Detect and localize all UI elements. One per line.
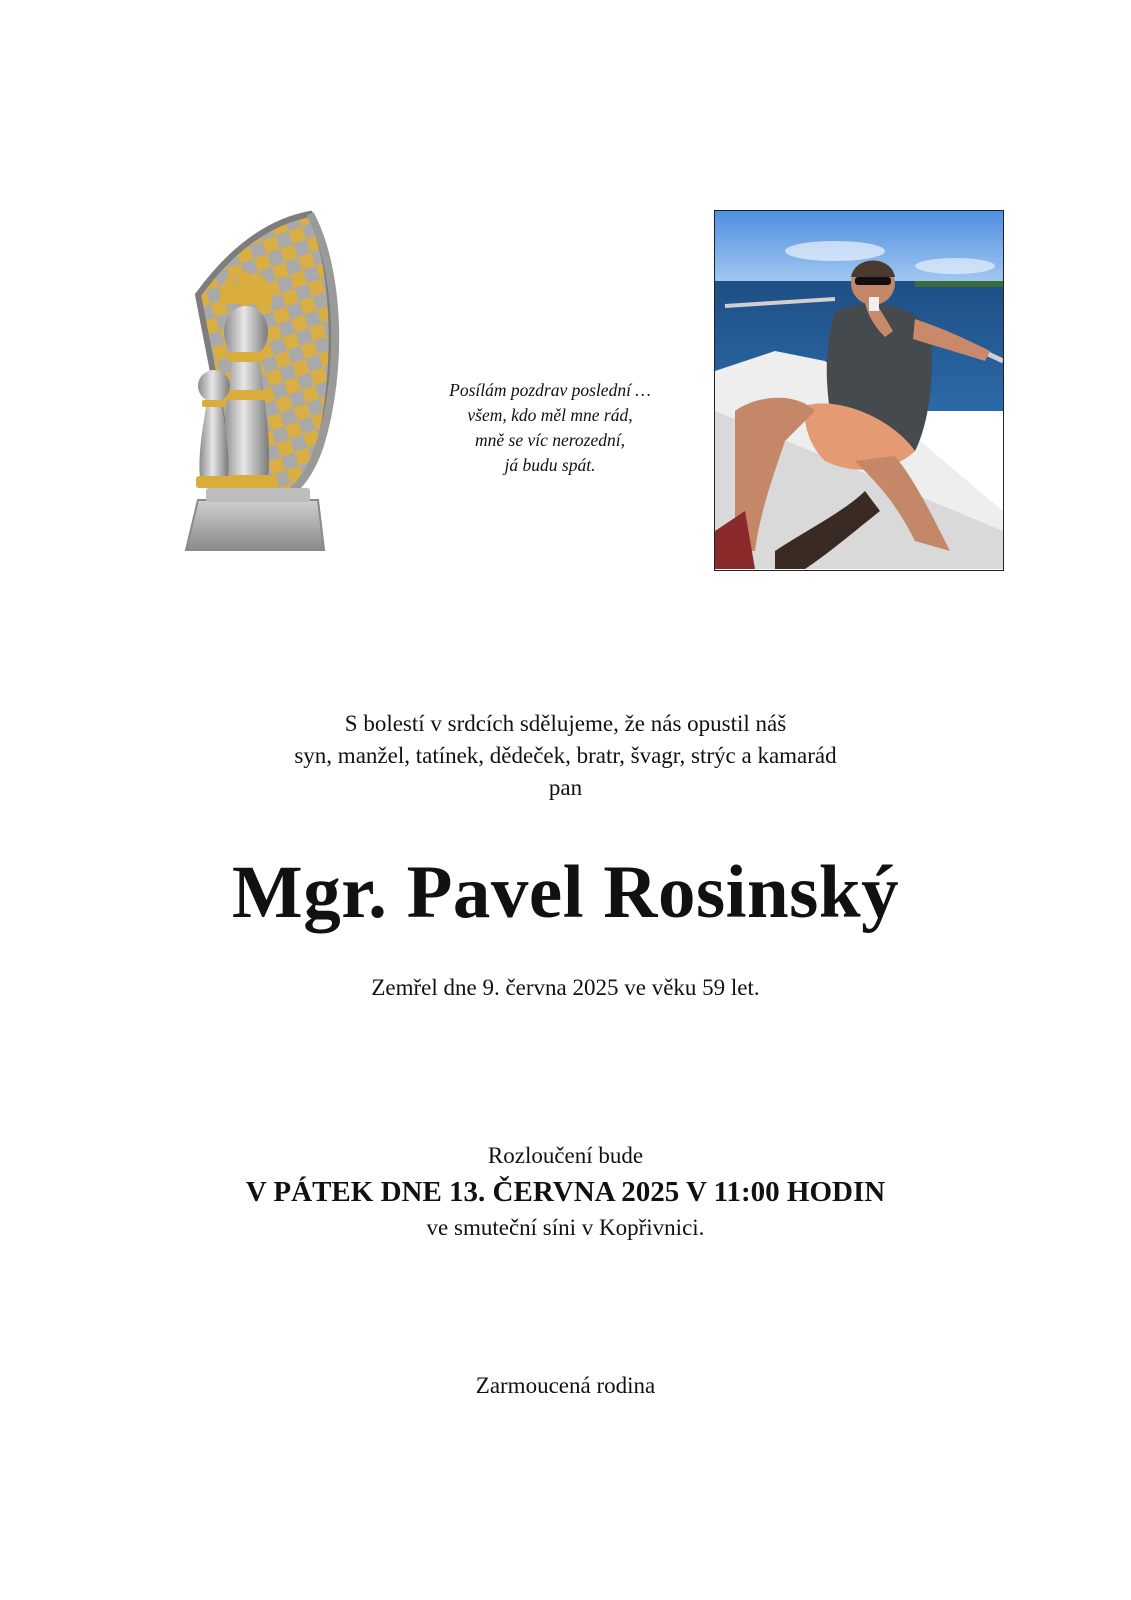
farewell-place: ve smuteční síni v Kopřivnici.: [426, 1215, 705, 1240]
chess-trophy-image: [128, 200, 390, 575]
farewell-info: [60, 1140, 1071, 1244]
poem-line: všem, kdo měl mne rád,: [467, 405, 633, 425]
farewell-datetime: V PÁTEK DNE 13. ČERVNA 2025 V 11:00 HODIN: [245, 1176, 886, 1208]
poem: [380, 378, 720, 478]
poem-line: já budu spát.: [504, 455, 596, 475]
poem-line: Posílám pozdrav poslední …: [449, 380, 651, 400]
announcement: [120, 708, 1011, 804]
death-note: Zemřel dne 9. června 2025 ve věku 59 let.: [371, 975, 760, 1000]
announcement-line: syn, manžel, tatínek, dědeček, bratr, švagr, strýc a kamarád: [294, 743, 837, 768]
announcement-line: S bolestí v srdcích sdělujeme, že nás opustil náš: [344, 711, 787, 736]
signature: Zarmoucená rodina: [475, 1373, 656, 1398]
announcement-line: pan: [548, 775, 583, 800]
deceased-name: Mgr. Pavel Rosinský: [231, 851, 900, 934]
poem-line: mně se víc nerozední,: [475, 430, 625, 450]
portrait-photo: [714, 210, 1004, 571]
farewell-intro: Rozloučení bude: [487, 1143, 644, 1168]
